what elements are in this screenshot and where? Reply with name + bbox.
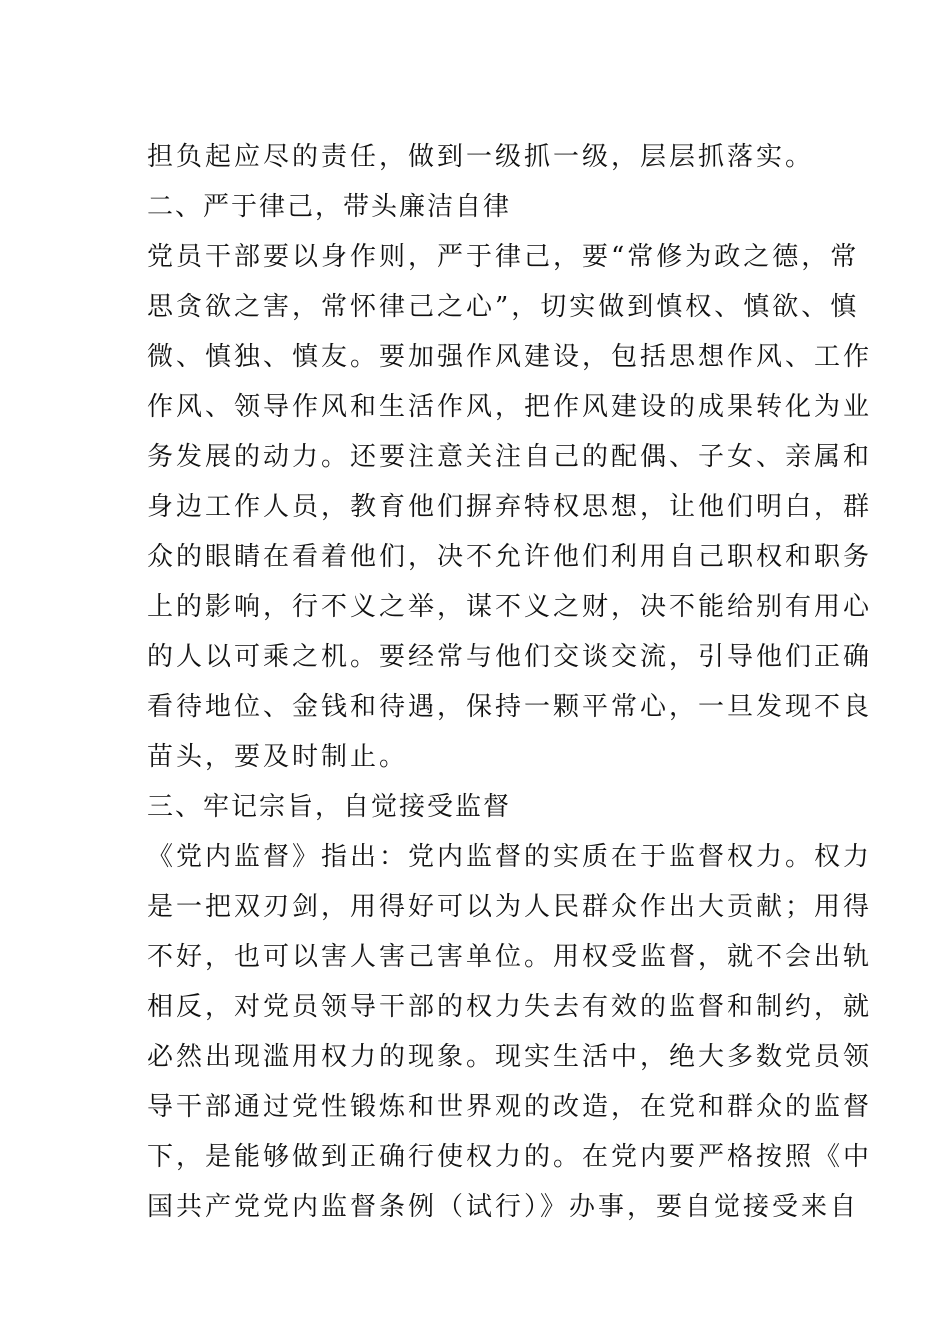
paragraph-line: 国共产党党内监督条例（试行）》办事，要自觉接受来自 (147, 1192, 860, 1222)
paragraph-line: 身边工作人员，教育他们摒弃特权思想，让他们明白，群 (147, 492, 873, 522)
paragraph-line: 担负起应尽的责任，做到一级抓一级，层层抓落实。 (147, 142, 815, 172)
paragraph-line: 苗头，要及时制止。 (147, 742, 409, 772)
paragraph-line: 务发展的动力。还要注意关注自己的配偶、子女、亲属和 (147, 442, 873, 472)
paragraph-line: 《党内监督》指出：党内监督的实质在于监督权力。权力 (147, 842, 873, 872)
paragraph-line: 下，是能够做到正确行使权力的。在党内要严格按照《中 (147, 1142, 873, 1172)
paragraph-line: 上的影响，行不义之举，谋不义之财，决不能给别有用心 (147, 592, 873, 622)
paragraph-line: 的人以可乘之机。要经常与他们交谈交流，引导他们正确 (147, 642, 873, 672)
paragraph-line: 党员干部要以身作则，严于律己，要“常修为政之德，常 (147, 242, 860, 272)
paragraph-line: 不好，也可以害人害己害单位。用权受监督，就不会出轨 (147, 942, 873, 972)
paragraph-line: 看待地位、金钱和待遇，保持一颗平常心，一旦发现不良 (147, 692, 873, 722)
paragraph-line: 是一把双刃剑，用得好可以为人民群众作出大贡献；用得 (147, 892, 873, 922)
paragraph-line: 众的眼睛在看着他们，决不允许他们利用自己职权和职务 (147, 542, 873, 572)
paragraph-line: 相反，对党员领导干部的权力失去有效的监督和制约，就 (147, 992, 873, 1022)
document-body (147, 132, 873, 1232)
paragraph-line: 微、慎独、慎友。要加强作风建设，包括思想作风、工作 (147, 342, 873, 372)
paragraph-line: 必然出现滥用权力的现象。现实生活中，绝大多数党员领 (147, 1042, 873, 1072)
section-heading: 三、牢记宗旨，自觉接受监督 (147, 792, 512, 822)
paragraph-line: 导干部通过党性锻炼和世界观的改造，在党和群众的监督 (147, 1092, 873, 1122)
section-heading: 二、严于律己，带头廉洁自律 (147, 192, 512, 222)
paragraph-line: 思贪欲之害，常怀律己之心”，切实做到慎权、慎欲、慎 (147, 292, 860, 322)
paragraph-line: 作风、领导作风和生活作风，把作风建设的成果转化为业 (147, 392, 873, 422)
